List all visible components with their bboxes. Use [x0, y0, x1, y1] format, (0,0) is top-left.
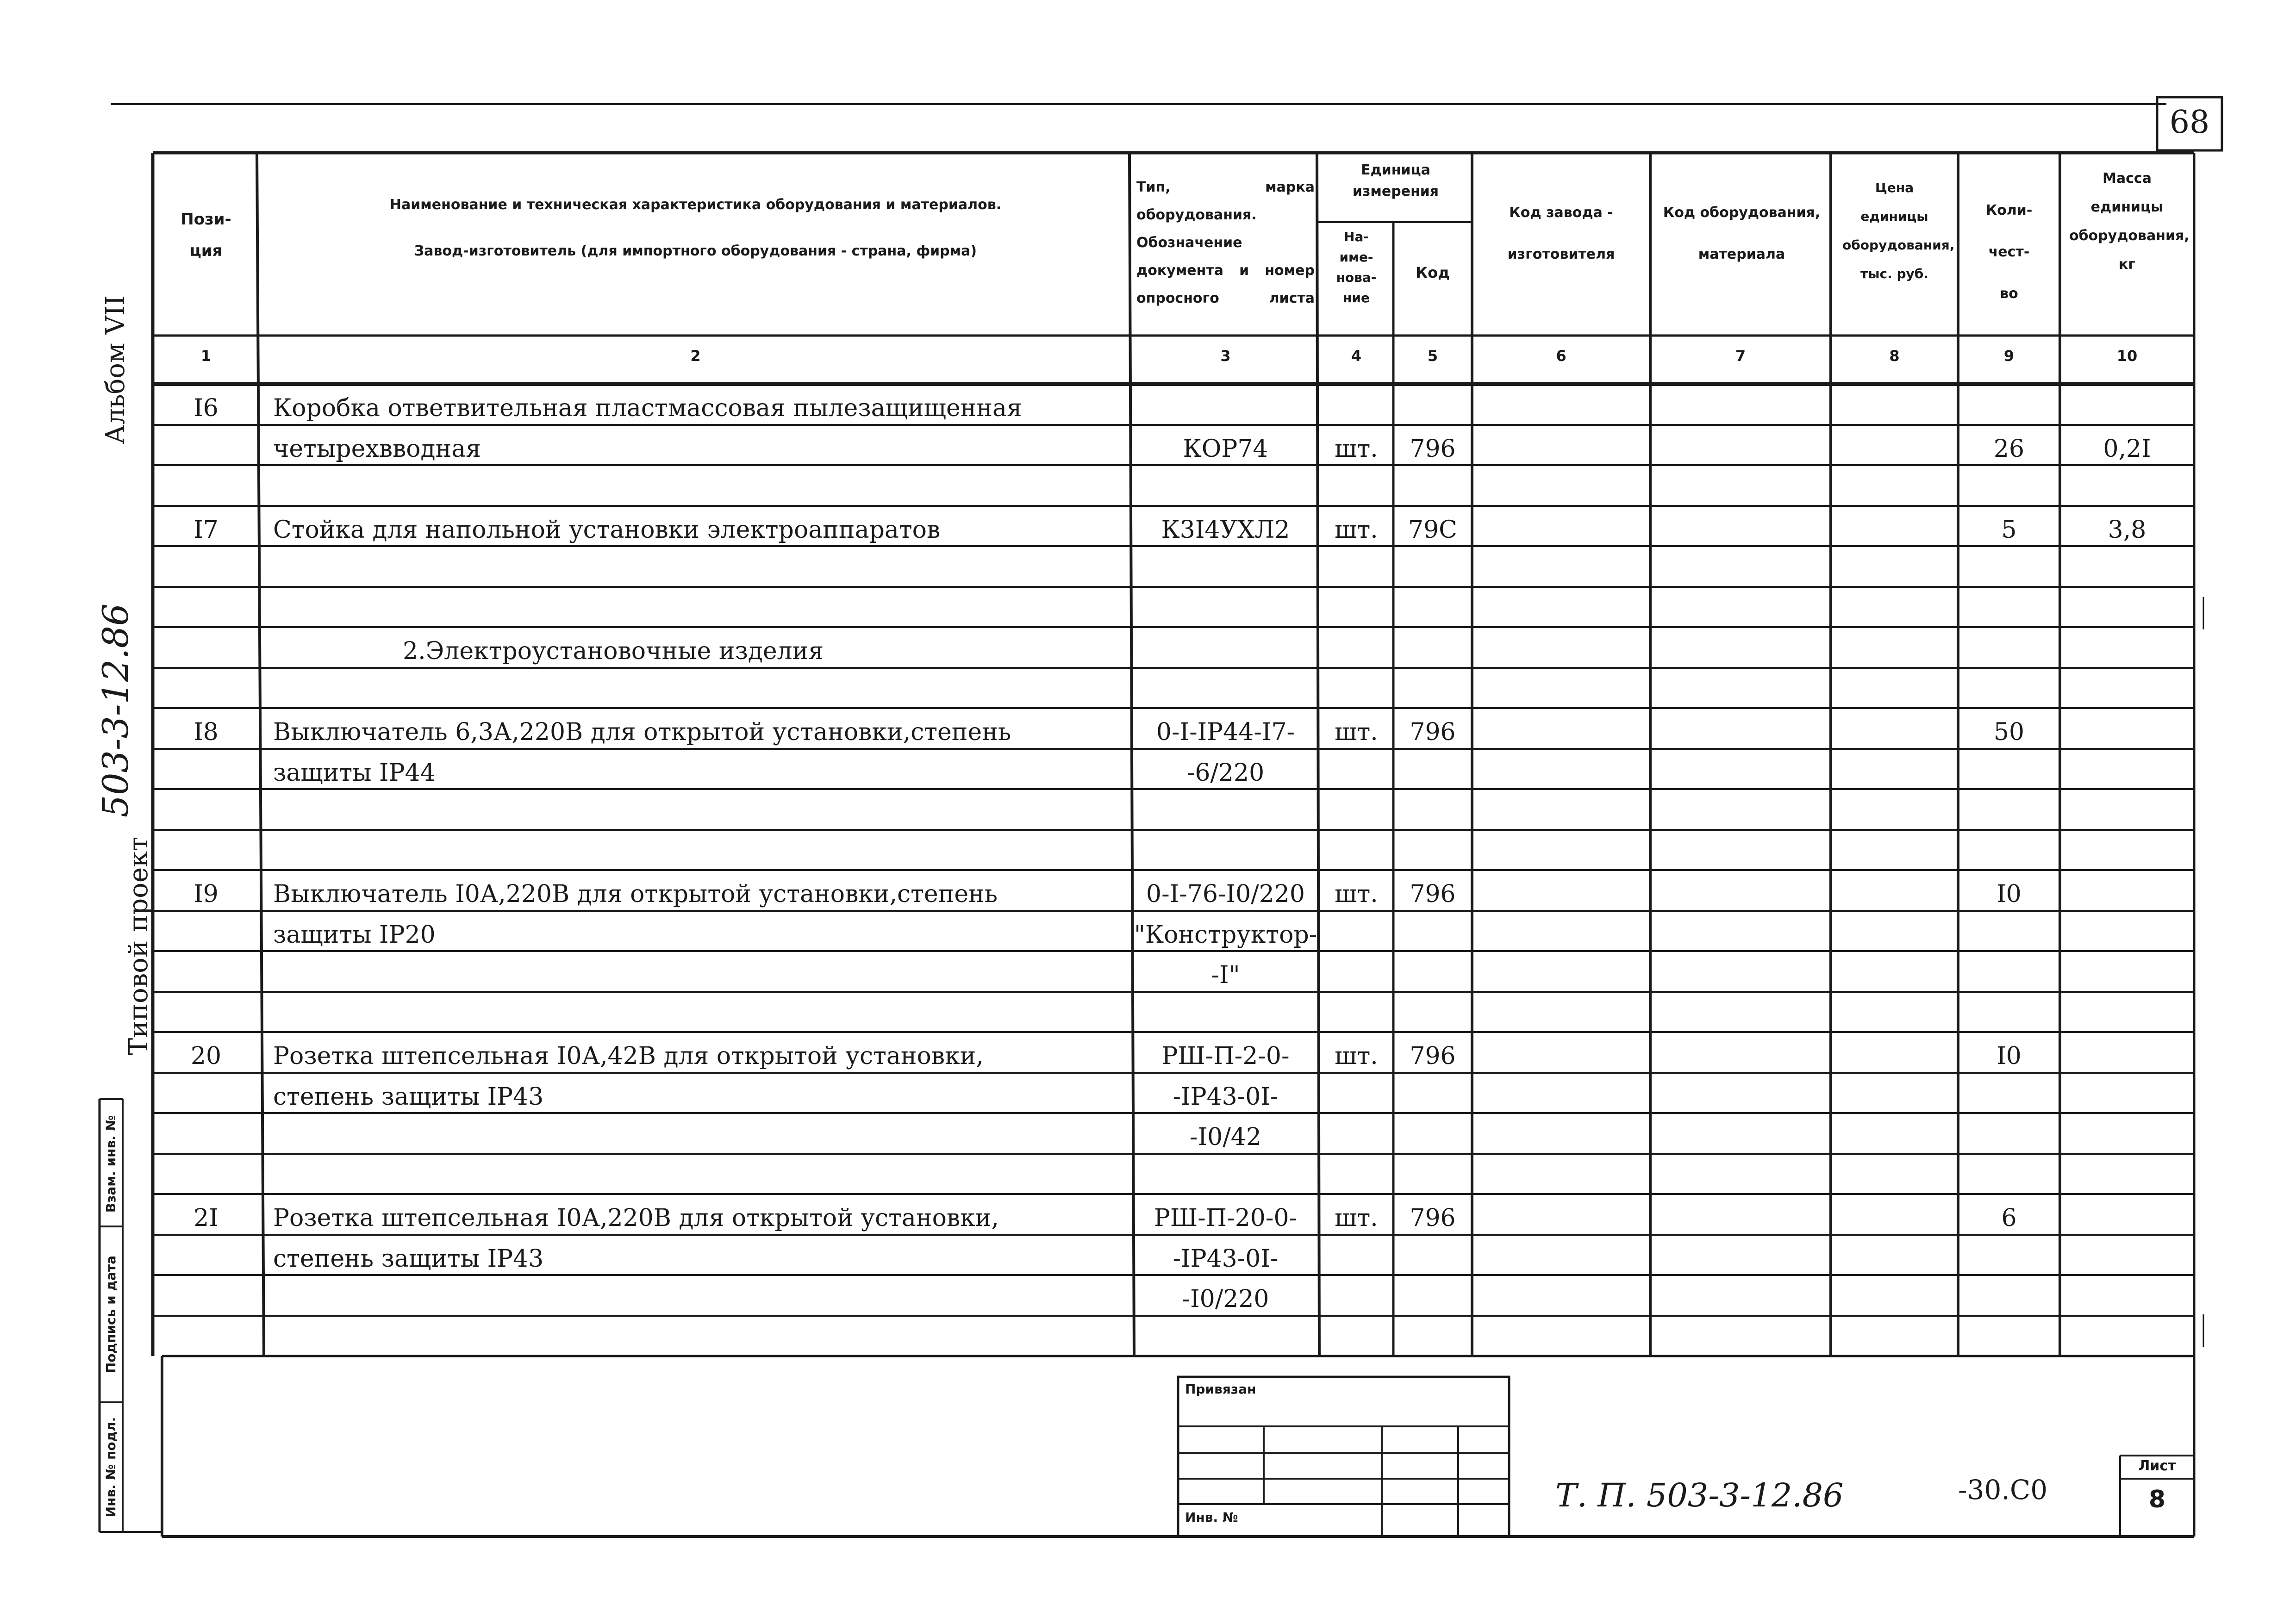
stamp-bound-label: Привязан: [1185, 1381, 1256, 1397]
cell-pos: [153, 1322, 259, 1358]
cell-qty: I0: [1997, 880, 2021, 908]
cell-type: "Конструктор-: [1134, 921, 1317, 949]
cell-code: 796: [1410, 1204, 1456, 1232]
col-number-1: 1: [200, 347, 212, 365]
cell-qty: [1958, 998, 2060, 1034]
cell-mass: [2060, 796, 2194, 832]
cell-pos: I8: [193, 718, 218, 746]
cell-unit: [1319, 1282, 1393, 1318]
cell-name: [273, 958, 1125, 994]
cell-pos: [153, 1079, 259, 1115]
cell-unit: [1319, 634, 1393, 670]
cell-code: [1393, 472, 1472, 508]
cell-unit: [1319, 553, 1393, 589]
doc-code: Т. П. 503-3-12.86: [1555, 1476, 1844, 1514]
cell-type: -IP43-0I-: [1173, 1244, 1279, 1273]
cell-unit: шт.: [1335, 435, 1378, 463]
cell-name: Выключатель 6,3А,220В для открытой установки,степень: [273, 718, 1011, 746]
cell-mass: [2060, 917, 2194, 953]
col-number-7: 7: [1735, 347, 1746, 365]
cell-code: [1393, 796, 1472, 832]
header-quantity: Коли- чест- во: [1985, 202, 2033, 302]
cell-mass: [2060, 1079, 2194, 1115]
cell-type: -I": [1211, 961, 1240, 989]
cell-qty: [1958, 553, 2060, 589]
cell-unit: [1319, 674, 1393, 710]
cell-qty: [1958, 1282, 2060, 1318]
cell-name: [273, 472, 1125, 508]
cell-pos: I7: [193, 516, 218, 544]
cell-type: К3I4УХЛ2: [1161, 516, 1290, 544]
cell-pos: [153, 836, 259, 872]
cell-code: [1393, 1120, 1472, 1156]
cell-code: 79С: [1408, 516, 1457, 544]
cell-code: [1393, 998, 1472, 1034]
cell-pos: [153, 593, 259, 629]
cell-name: степень защиты IP43: [273, 1244, 544, 1273]
col-number-2: 2: [690, 347, 701, 365]
cell-name: четырехвводная: [273, 435, 481, 463]
col-number-8: 8: [1889, 347, 1900, 365]
cell-unit: шт.: [1335, 516, 1378, 544]
cell-name: Коробка ответвительная пластмассовая пылезащищенная: [273, 394, 1022, 422]
cell-type: [1134, 472, 1317, 508]
header-unit-code: Код: [1416, 264, 1450, 281]
cell-name: [273, 998, 1125, 1034]
cell-unit: [1319, 472, 1393, 508]
cell-type: [1134, 593, 1317, 629]
header-unit-mass: Масса единицы оборудования, кг: [2069, 170, 2190, 273]
cell-pos: [153, 1282, 259, 1318]
cell-unit: [1319, 958, 1393, 994]
cell-mass: [2060, 877, 2194, 913]
cell-type: 0-I-IP44-I7-: [1156, 718, 1295, 746]
cell-mass: [2060, 1241, 2194, 1277]
cell-pos: [153, 674, 259, 710]
cell-qty: [1958, 634, 2060, 670]
cell-code: [1393, 1079, 1472, 1115]
cell-code: [1393, 1241, 1472, 1277]
cell-qty: [1958, 391, 2060, 427]
header-unit-group: Единица измерения: [1352, 162, 1439, 199]
cell-code: [1393, 917, 1472, 953]
cell-qty: [1958, 1120, 2060, 1156]
cell-unit: шт.: [1335, 1042, 1378, 1070]
cell-mass: 3,8: [2108, 516, 2146, 544]
cell-unit: [1319, 1079, 1393, 1115]
cell-pos: [153, 1120, 259, 1156]
cell-mass: [2060, 1201, 2194, 1237]
col-number-5: 5: [1427, 347, 1438, 365]
header-position: Пози- ция: [181, 210, 231, 260]
cell-pos: [153, 755, 259, 791]
cell-qty: [1958, 958, 2060, 994]
cell-unit: [1319, 1322, 1393, 1358]
col-number-3: 3: [1220, 347, 1231, 365]
cell-name: [273, 553, 1125, 589]
cell-mass: [2060, 472, 2194, 508]
cell-type: [1134, 796, 1317, 832]
col-number-10: 10: [2116, 347, 2138, 365]
cell-pos: [153, 917, 259, 953]
cell-mass: [2060, 998, 2194, 1034]
cell-qty: 50: [1993, 718, 2025, 746]
sheet-label: Лист: [2138, 1458, 2176, 1474]
project-type-label: Типовой проект: [124, 836, 154, 1055]
cell-name: Розетка штепсельная I0А,220В для открытой установки,: [273, 1204, 999, 1232]
cell-unit: [1319, 1160, 1393, 1196]
stamp-original-inv: Инв. № подл.: [103, 1417, 119, 1518]
cell-unit: [1319, 1241, 1393, 1277]
cell-pos: [153, 472, 259, 508]
cell-type: -I0/220: [1182, 1285, 1269, 1313]
cell-type: [1134, 1322, 1317, 1358]
cell-type: [1134, 553, 1317, 589]
header-unit-name: На- име- нова- ние: [1336, 229, 1377, 305]
cell-code: 796: [1410, 435, 1456, 463]
cell-qty: [1958, 593, 2060, 629]
cell-code: [1393, 634, 1472, 670]
cell-unit: шт.: [1335, 880, 1378, 908]
cell-code: [1393, 1282, 1472, 1318]
cell-mass: 0,2I: [2103, 435, 2151, 463]
header-unit-price: Цена единицы оборудования, тыс. руб.: [1842, 180, 1955, 281]
cell-code: 796: [1410, 880, 1456, 908]
cell-qty: 5: [2001, 516, 2017, 544]
cell-name: [273, 1322, 1125, 1358]
cell-unit: [1319, 917, 1393, 953]
col-number-9: 9: [2003, 347, 2015, 365]
cell-name: Выключатель I0А,220В для открытой установки,степень: [273, 880, 998, 908]
cell-qty: 6: [2001, 1204, 2017, 1232]
cell-name: [273, 593, 1125, 629]
cell-type: [1134, 1160, 1317, 1196]
cell-unit: шт.: [1335, 718, 1378, 746]
cell-code: [1393, 958, 1472, 994]
cell-pos: 20: [190, 1042, 222, 1070]
cell-name: степень защиты IP43: [273, 1083, 544, 1111]
cell-code: 796: [1410, 718, 1456, 746]
project-code-handwritten: 503-3-12.86: [95, 603, 136, 818]
cell-qty: [1958, 472, 2060, 508]
cell-type: -I0/42: [1190, 1123, 1261, 1151]
cell-code: [1393, 836, 1472, 872]
cell-qty: [1958, 1160, 2060, 1196]
cell-pos: [153, 958, 259, 994]
cell-name: [273, 796, 1125, 832]
cell-qty: [1958, 755, 2060, 791]
cell-mass: [2060, 634, 2194, 670]
cell-mass: [2060, 1039, 2194, 1075]
header-name-line2: Завод-изготовитель (для импортного оборудования - страна, фирма): [414, 243, 977, 259]
header-type: Тип, марка оборудования. Обозначение документа и номер опросного листа: [1136, 179, 1315, 306]
cell-name: защиты IP44: [273, 759, 436, 787]
cell-name: защиты IP20: [273, 921, 436, 949]
cell-code: [1393, 391, 1472, 427]
cell-name: 2.Электроустановочные изделия: [403, 637, 824, 665]
cell-mass: [2060, 553, 2194, 589]
sheet-number: 8: [2148, 1486, 2166, 1513]
cell-qty: 26: [1993, 435, 2025, 463]
cell-unit: [1319, 1120, 1393, 1156]
album-label: Альбом VII: [100, 295, 131, 444]
cell-mass: [2060, 1282, 2194, 1318]
cell-pos: [153, 431, 259, 467]
header-name-line1: Наименование и техническая характеристика оборудования и материалов.: [389, 197, 1002, 213]
cell-code: [1393, 593, 1472, 629]
cell-mass: [2060, 755, 2194, 791]
cell-code: [1393, 674, 1472, 710]
cell-type: [1134, 634, 1317, 670]
cell-qty: [1958, 836, 2060, 872]
col-number-4: 4: [1351, 347, 1362, 365]
cell-pos: [153, 796, 259, 832]
cell-qty: [1958, 674, 2060, 710]
cell-type: -6/220: [1186, 759, 1265, 787]
cell-unit: [1319, 755, 1393, 791]
header-factory-code: Код завода - изготовителя: [1507, 205, 1615, 262]
cell-type: РШ-П-2-0-: [1161, 1042, 1290, 1070]
header-equipment-code: Код оборудования, материала: [1663, 205, 1821, 262]
cell-unit: [1319, 796, 1393, 832]
stamp-inv-label: Инв. №: [1185, 1510, 1238, 1525]
cell-code: [1393, 755, 1472, 791]
cell-type: КОР74: [1183, 435, 1268, 463]
cell-name: Стойка для напольной установки электроаппаратов: [273, 516, 941, 544]
cell-name: [273, 836, 1125, 872]
col-number-6: 6: [1556, 347, 1566, 365]
cell-name: [273, 1160, 1125, 1196]
doc-suffix: -30.С0: [1958, 1474, 2048, 1506]
cell-code: [1393, 1322, 1472, 1358]
cell-name: Розетка штепсельная I0А,42В для открытой установки,: [273, 1042, 984, 1070]
cell-unit: [1319, 836, 1393, 872]
sheet-number-top: 68: [2169, 104, 2210, 141]
cell-mass: [2060, 1322, 2194, 1358]
cell-pos: [153, 634, 259, 670]
cell-code: [1393, 553, 1472, 589]
cell-mass: [2060, 1160, 2194, 1196]
cell-qty: [1958, 796, 2060, 832]
cell-type: РШ-П-20-0-: [1154, 1204, 1298, 1232]
stamp-signature-date: Подпись и дата: [103, 1255, 119, 1374]
cell-pos: I9: [193, 880, 218, 908]
stamp-replacement-inv: Взам. инв. №: [103, 1115, 119, 1213]
cell-mass: [2060, 836, 2194, 872]
cell-qty: [1958, 1079, 2060, 1115]
cell-mass: [2060, 715, 2194, 751]
cell-pos: I6: [193, 394, 218, 422]
cell-mass: [2060, 674, 2194, 710]
cell-name: [273, 1120, 1125, 1156]
cell-pos: [153, 998, 259, 1034]
cell-unit: шт.: [1335, 1204, 1378, 1232]
cell-type: [1134, 674, 1317, 710]
cell-type: [1134, 836, 1317, 872]
cell-type: 0-I-76-I0/220: [1146, 880, 1305, 908]
cell-pos: [153, 1241, 259, 1277]
cell-unit: [1319, 391, 1393, 427]
cell-name: [273, 1282, 1125, 1318]
cell-unit: [1319, 998, 1393, 1034]
cell-qty: I0: [1997, 1042, 2021, 1070]
cell-unit: [1319, 593, 1393, 629]
cell-name: [273, 674, 1125, 710]
cell-code: 796: [1410, 1042, 1456, 1070]
cell-mass: [2060, 958, 2194, 994]
cell-type: -IP43-0I-: [1173, 1083, 1279, 1111]
cell-qty: [1958, 1241, 2060, 1277]
cell-pos: 2I: [193, 1204, 218, 1232]
cell-code: [1393, 1160, 1472, 1196]
cell-qty: [1958, 917, 2060, 953]
cell-pos: [153, 553, 259, 589]
cell-mass: [2060, 593, 2194, 629]
cell-pos: [153, 1160, 259, 1196]
cell-type: [1134, 998, 1317, 1034]
cell-qty: [1958, 1322, 2060, 1358]
cell-mass: [2060, 1120, 2194, 1156]
cell-type: [1134, 391, 1317, 427]
cell-mass: [2060, 391, 2194, 427]
